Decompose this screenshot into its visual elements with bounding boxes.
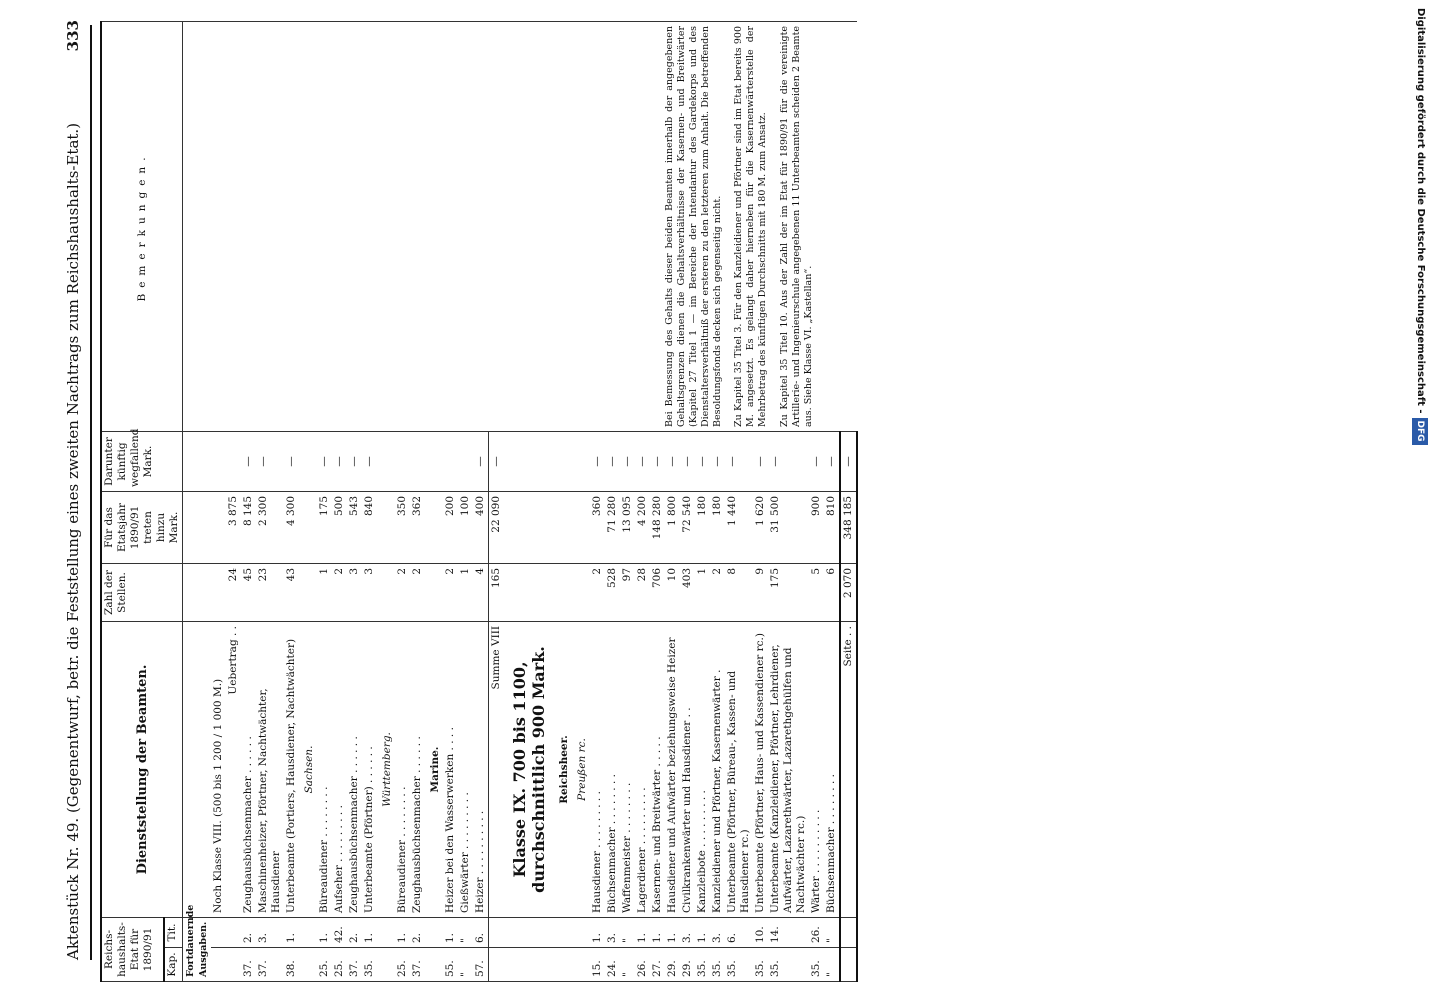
table-cell: 42.: [332, 917, 347, 947]
section-preussen: Preußen rc.: [572, 621, 590, 917]
table-cell: 1.: [590, 917, 605, 947]
table-cell: 100: [458, 491, 473, 563]
col-head-etat: Reichs-haushalts-Etat für 1890/91: [101, 917, 164, 981]
col-head-tit: Tit.: [164, 917, 183, 947]
table-cell: 403: [680, 563, 695, 621]
table-cell: —: [753, 431, 768, 491]
table-cell: 10: [665, 563, 680, 621]
table-cell: 5: [809, 563, 824, 621]
section-reichsheer: Reichsheer.: [554, 621, 572, 917]
table-cell: 6.: [473, 917, 489, 947]
table-cell: Waffenmeister . . . . . . . .: [620, 621, 635, 917]
table-cell: 38.: [284, 948, 299, 982]
table-cell: Unterbeamte (Kanzleidiener, Pförtner, Lehrdiener, Aufwärter, Lazarethwärter, Lazarethgehülfen und Nachtwächter rc.): [768, 621, 809, 917]
table-cell: Büreaudiener . . . . . . . .: [395, 621, 410, 917]
table-cell: [226, 948, 241, 982]
table-cell: Büchsenmacher . . . . . . . .: [824, 621, 840, 917]
table-cell: 1 440: [725, 491, 753, 563]
table-cell: ": [620, 948, 635, 982]
table-cell: 35.: [753, 948, 768, 982]
table-cell: 543: [347, 491, 362, 563]
table-cell: 6: [824, 563, 840, 621]
table-cell: —: [650, 431, 665, 491]
table-cell: 45: [241, 563, 256, 621]
table-cell: Uebertrag . .: [226, 621, 241, 917]
page-header: [64, 20, 90, 960]
table-cell: Unterbeamte (Pförtner, Büreau-, Kassen- und Hausdiener rc.): [725, 621, 753, 917]
table-cell: 360: [590, 491, 605, 563]
table-cell: 180: [695, 491, 710, 563]
table-cell: ": [458, 917, 473, 947]
table-cell: 6.: [725, 917, 753, 947]
page-rotated: [60, 0, 1400, 1000]
table-cell: 165: [489, 563, 505, 621]
table-cell: ": [620, 917, 635, 947]
table-cell: 1 620: [753, 491, 768, 563]
remark-3: Zu Kapitel 35 Titel 10. Aus der Zahl der im Etat für 1890/91 für die vereinigte Artillerie- und Ingenieurschule angegebenen 11 Unterbeamten scheiden 2 Beamte aus. Siehe Klasse VI. „Kastellan“.: [778, 25, 814, 427]
table-cell: 148 280: [650, 491, 665, 563]
table-cell: 31 500: [768, 491, 809, 563]
table-cell: 2 070: [840, 563, 857, 621]
table-cell: 500: [332, 491, 347, 563]
table-cell: 37.: [256, 948, 284, 982]
col-head-betrag: Für das Etatsjahr 1890/91 treten hinzu Mark.: [101, 491, 183, 563]
table-cell: —: [362, 431, 377, 491]
table-cell: 2: [590, 563, 605, 621]
table-cell: 400: [473, 491, 489, 563]
table-cell: 13 095: [620, 491, 635, 563]
table-cell: [395, 431, 410, 491]
table-cell: 1.: [635, 917, 650, 947]
table-cell: 3: [362, 563, 377, 621]
table-cell: —: [590, 431, 605, 491]
table-cell: Zeughausbüchsenmacher . . . . . .: [347, 621, 362, 917]
table-cell: 1: [695, 563, 710, 621]
table-cell: —: [241, 431, 256, 491]
table-cell: 29.: [665, 948, 680, 982]
table-cell: Summe VIII: [489, 621, 505, 917]
table-cell: 3 875: [226, 491, 241, 563]
table-cell: 1.: [317, 917, 332, 947]
table-cell: Kanzleibote . . . . . . . . .: [695, 621, 710, 917]
table-cell: 2: [410, 563, 425, 621]
table-cell: 362: [410, 491, 425, 563]
table-cell: 25.: [332, 948, 347, 982]
table-cell: 175: [768, 563, 809, 621]
side-note-text: Digitalisierung gefördert durch die Deutsche Forschungsgemeinschaft -: [1415, 8, 1426, 414]
col-head-kw: Darunter künftig wegfallend Mark.: [101, 431, 183, 491]
table-cell: —: [605, 431, 620, 491]
table-cell: [226, 431, 241, 491]
table-cell: Gießwärter . . . . . . . . .: [458, 621, 473, 917]
table-cell: 43: [284, 563, 299, 621]
table-cell: 180: [710, 491, 725, 563]
remarks-cell: [183, 21, 858, 431]
table-cell: 24.: [605, 948, 620, 982]
remark-2: Zu Kapitel 35 Titel 3. Für den Kanzleidiener und Pförtner sind im Etat bereits 900 M. angesetzt. Es gelangt daher hierneben für die Kasernenwärterstelle der Mehrbetrag des künftigen Durchschnitts mit 180 M. zum Ansatz.: [733, 25, 768, 427]
table-cell: —: [284, 431, 299, 491]
table-cell: 24: [226, 563, 241, 621]
table-cell: 14.: [768, 917, 809, 947]
table-cell: 1.: [695, 917, 710, 947]
table-cell: —: [489, 431, 505, 491]
table-cell: Zeughausbüchsenmacher . . . . . .: [410, 621, 425, 917]
table-cell: 2 300: [256, 491, 284, 563]
table-cell: —: [680, 431, 695, 491]
table-cell: Büchsenmacher . . . . . . . .: [605, 621, 620, 917]
table-cell: [443, 431, 458, 491]
scanned-page: [60, 0, 1400, 1000]
table-cell: 26.: [809, 917, 824, 947]
col-head-dienst: Dienststellung der Beamten.: [101, 621, 183, 917]
table-cell: Büreaudiener . . . . . . . .: [317, 621, 332, 917]
table-cell: Noch Klasse VIII. (500 bis 1 200 / 1 000 M.): [211, 621, 226, 917]
table-cell: Seite . .: [840, 621, 857, 917]
table-cell: 3.: [710, 917, 725, 947]
section-sachsen: Sachsen.: [299, 621, 317, 917]
table-cell: 175: [317, 491, 332, 563]
table-cell: 2: [332, 563, 347, 621]
table-cell: 200: [443, 491, 458, 563]
table-cell: 528: [605, 563, 620, 621]
table-cell: —: [473, 431, 489, 491]
table-cell: 3.: [680, 917, 695, 947]
table-cell: [211, 948, 226, 982]
table-cell: Hausdiener . . . . . . . . .: [590, 621, 605, 917]
table-cell: Kanzleidiener und Pförtner, Kasernenwärter .: [710, 621, 725, 917]
table-cell: 3: [347, 563, 362, 621]
table-cell: 900: [809, 491, 824, 563]
section-wuerttemberg: Württemberg.: [377, 621, 395, 917]
table-cell: 97: [620, 563, 635, 621]
table-cell: 3.: [605, 917, 620, 947]
table-cell: 22 090: [489, 491, 505, 563]
table-cell: [226, 917, 241, 947]
table-cell: ": [824, 917, 840, 947]
col-head-kap: Kap.: [164, 948, 183, 982]
table-cell: 10.: [753, 917, 768, 947]
table-cell: 9: [753, 563, 768, 621]
table-cell: 57.: [473, 948, 489, 982]
table-cell: 2: [710, 563, 725, 621]
table-cell: —: [768, 431, 809, 491]
table-cell: 2: [395, 563, 410, 621]
table-cell: Unterbeamte (Portiers, Hausdiener, Nachtwächter): [284, 621, 299, 917]
table-cell: 25.: [317, 948, 332, 982]
table-cell: 1.: [284, 917, 299, 947]
table-cell: —: [840, 431, 857, 491]
table-cell: 2.: [347, 917, 362, 947]
remark-1: Bei Bemessung des Gehalts dieser beiden Beamten innerhalb der angegebenen Gehaltsgrenzen dienen die Gehaltsverhältnisse der Kasernen- und Breitwärter (Kapitel 27 Titel 1 — im Bereiche der Intendantur des Gardekorps und des Dienstaltersverhältniß der ersteren zu den letzteren zum Anhalt. Die betreffenden Besoldungsfonds decken sich gegenseitig nicht.: [663, 25, 723, 427]
table-cell: [211, 563, 226, 621]
table-cell: 25.: [395, 948, 410, 982]
table-cell: 1.: [362, 917, 377, 947]
table-cell: 1.: [443, 917, 458, 947]
table-cell: —: [809, 431, 824, 491]
table-cell: 55.: [443, 948, 458, 982]
table-cell: Aufseher . . . . . . . . .: [332, 621, 347, 917]
table-cell: 23: [256, 563, 284, 621]
table-cell: 15.: [590, 948, 605, 982]
table-cell: Wärter . . . . . . . . . .: [809, 621, 824, 917]
col-head-bem: Bemerkungen.: [101, 21, 183, 431]
table-cell: 35.: [362, 948, 377, 982]
table-cell: Unterbeamte (Pförtner, Haus- und Kassendiener rc.): [753, 621, 768, 917]
table-cell: Maschinenheizer, Pförtner, Nachtwächter, Hausdiener: [256, 621, 284, 917]
dfg-logo: DFG: [1412, 418, 1428, 445]
table-cell: 37.: [241, 948, 256, 982]
table-cell: [211, 431, 226, 491]
table-cell: [458, 431, 473, 491]
table-cell: 350: [395, 491, 410, 563]
table-cell: 1.: [395, 917, 410, 947]
table-cell: Unterbeamte (Pförtner) . . . . . .: [362, 621, 377, 917]
table-cell: 72 540: [680, 491, 695, 563]
table-cell: 2.: [241, 917, 256, 947]
table-cell: 3.: [256, 917, 284, 947]
table-cell: Civilkrankenwärter und Hausdiener . .: [680, 621, 695, 917]
table-cell: 2: [443, 563, 458, 621]
budget-table: [100, 21, 858, 982]
section-fortdauernde: Fortdauernde Ausgaben.: [183, 917, 212, 981]
section-marine: Marine.: [425, 621, 443, 917]
table-cell: 35.: [809, 948, 824, 982]
table-cell: 26.: [635, 948, 650, 982]
table-cell: —: [256, 431, 284, 491]
table-cell: 27.: [650, 948, 665, 982]
table-cell: 1: [458, 563, 473, 621]
side-note: [1412, 8, 1428, 992]
table-cell: 2.: [410, 917, 425, 947]
table-cell: —: [725, 431, 753, 491]
table-cell: ": [824, 948, 840, 982]
table-cell: 1.: [665, 917, 680, 947]
table-cell: 840: [362, 491, 377, 563]
table-cell: —: [695, 431, 710, 491]
table-cell: 71 280: [605, 491, 620, 563]
table-cell: —: [332, 431, 347, 491]
table-cell: 810: [824, 491, 840, 563]
table-cell: 37.: [410, 948, 425, 982]
table-cell: 1 800: [665, 491, 680, 563]
table-cell: Heizer bei den Wasserwerken . . . .: [443, 621, 458, 917]
table-cell: 1: [317, 563, 332, 621]
table-cell: [211, 491, 226, 563]
col-head-zahl: Zahl der Stellen.: [101, 563, 183, 621]
table-cell: 1.: [650, 917, 665, 947]
table-cell: —: [347, 431, 362, 491]
table-cell: —: [635, 431, 650, 491]
table-cell: 4 200: [635, 491, 650, 563]
table-cell: 35.: [768, 948, 809, 982]
table-cell: 4 300: [284, 491, 299, 563]
table-cell: 4: [473, 563, 489, 621]
table-cell: —: [620, 431, 635, 491]
table-cell: —: [824, 431, 840, 491]
table-cell: 35.: [710, 948, 725, 982]
table-cell: Heizer . . . . . . . . . .: [473, 621, 489, 917]
table-cell: —: [317, 431, 332, 491]
table-cell: 35.: [695, 948, 710, 982]
table-cell: 706: [650, 563, 665, 621]
header-rule: [90, 25, 92, 960]
table-cell: 28: [635, 563, 650, 621]
table-cell: Hausdiener und Aufwärter beziehungsweise Heizer: [665, 621, 680, 917]
table-cell: Lagerdiener . . . . . . . . .: [635, 621, 650, 917]
table-cell: —: [665, 431, 680, 491]
table-cell: 8 145: [241, 491, 256, 563]
page-title: Aktenstück Nr. 49. (Gegenentwurf, betr. die Feststellung eines zweiten Nachtrags zum Reichshaushalts-Etat.): [64, 122, 82, 960]
table-cell: Kasernen- und Breitwärter . . . . .: [650, 621, 665, 917]
page-number: 333: [64, 20, 82, 52]
table-cell: [211, 917, 226, 947]
table-cell: 29.: [680, 948, 695, 982]
table-cell: 348 185: [840, 491, 857, 563]
table-cell: —: [710, 431, 725, 491]
table-cell: Zeughausbüchsenmacher . . . . . .: [241, 621, 256, 917]
klasse-ix-heading: Klasse IX. 700 bis 1100, durchschnittlich 900 Mark.: [504, 621, 554, 917]
table-cell: 37.: [347, 948, 362, 982]
table-cell: [410, 431, 425, 491]
table-cell: 35.: [725, 948, 753, 982]
table-cell: 8: [725, 563, 753, 621]
table-cell: ": [458, 948, 473, 982]
